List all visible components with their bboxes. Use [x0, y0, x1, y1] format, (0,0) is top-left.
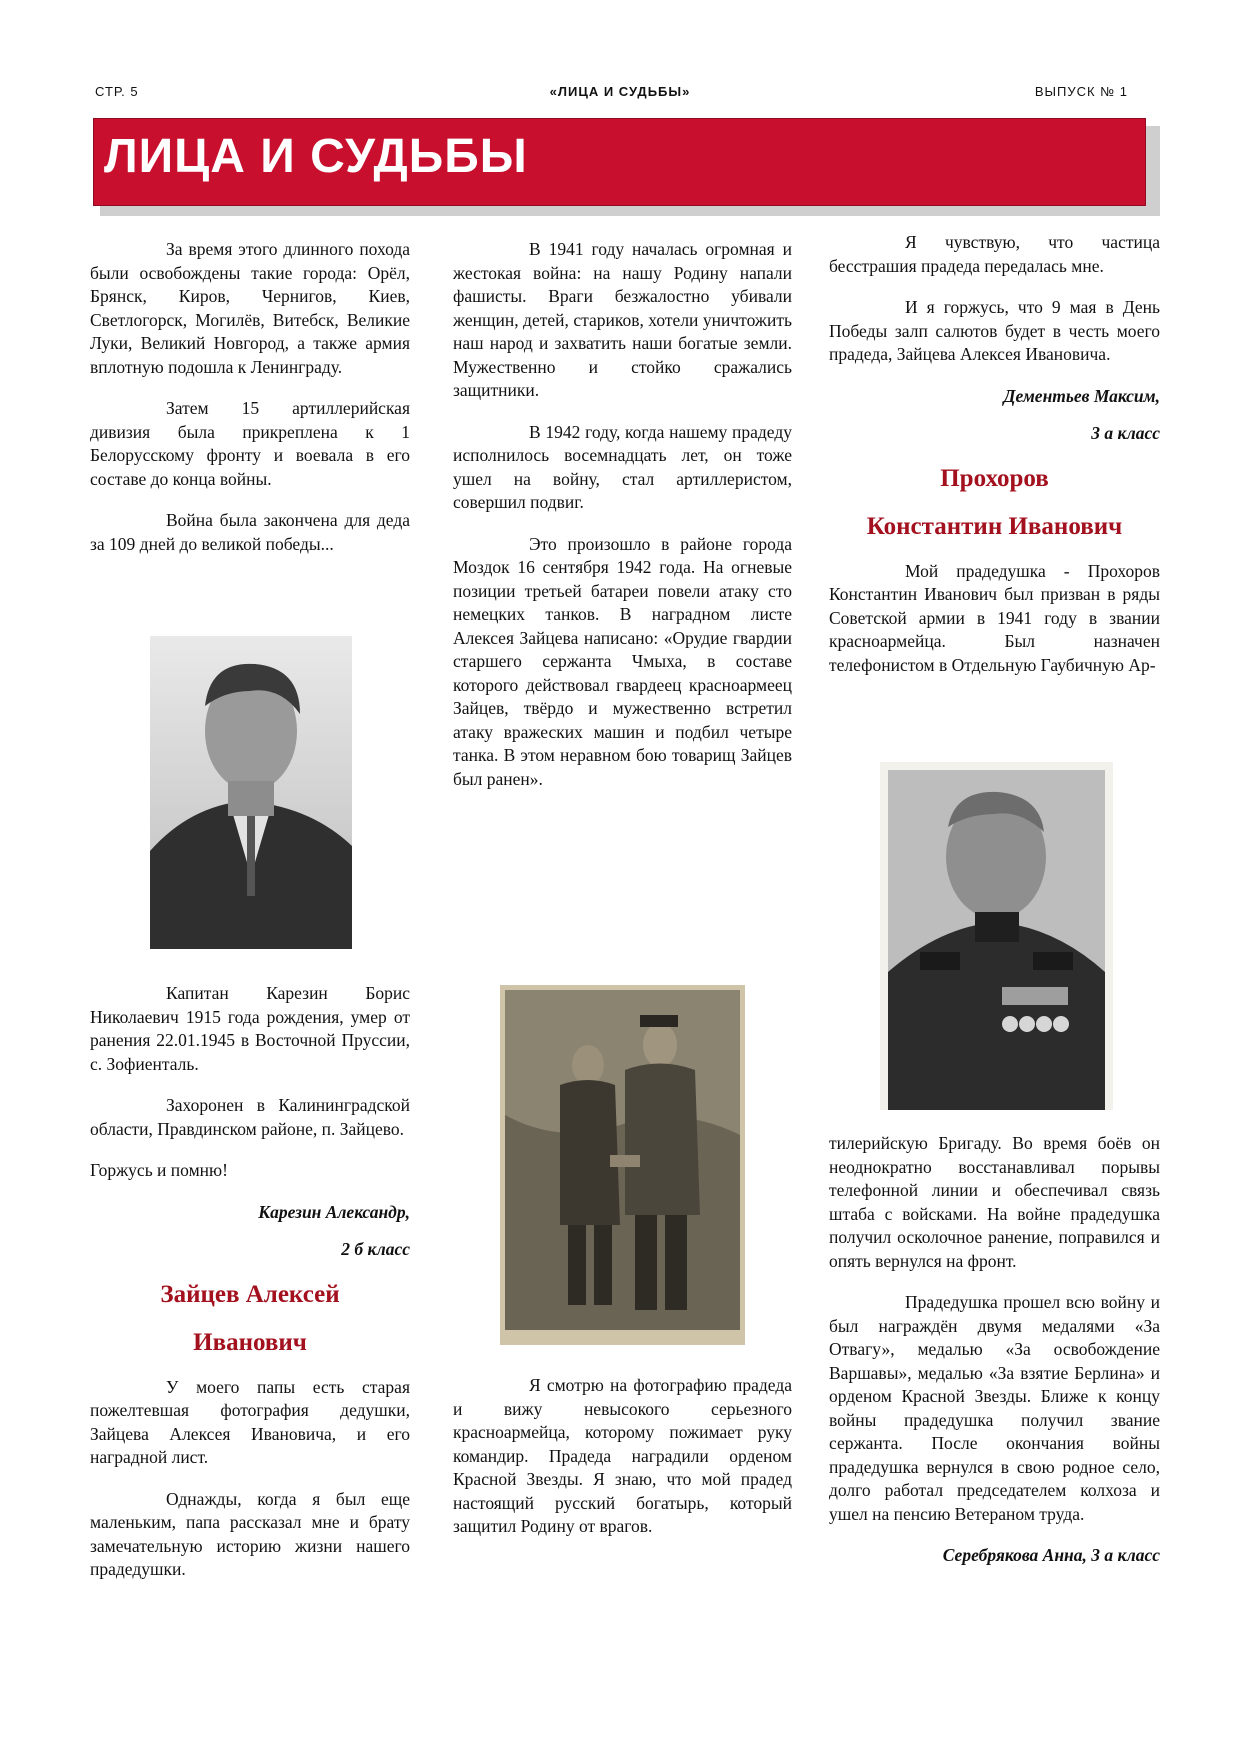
col3-paragraph-5: Прадедушка прошел всю войну и был награждён двумя медалями «За Отвагу», медалью «За освобождение Варшавы», медалью «За взятие Берлина» и орденом Красной Звезды. Ближе к концу войны прадедушка получил звание сержанта. После окончания войны прадедушка вернулся в свою родное село, долго работал председателем колхоза и ушел на пенсию Ветераном труда. [829, 1292, 1160, 1524]
col1-paragraph-8: Однажды, когда я был еще маленьким, папа рассказал мне и брату замечательную историю жизни нашего прадедушки. [90, 1488, 410, 1579]
column-2-top [453, 238, 792, 809]
column-3-top [829, 231, 1160, 695]
signature-serebryakova: Серебрякова Анна, 3 а класс [942, 1545, 1160, 1565]
running-title: «ЛИЦА И СУДЬБЫ» [549, 84, 691, 99]
col1-paragraph-4: Капитан Карезин Борис Николаевич 1915 года рождения, умер от ранения 22.01.1945 в Восточной Пруссии, с. Зофиенталь. [90, 983, 410, 1074]
masthead-title: ЛИЦА И СУДЬБЫ [104, 130, 528, 183]
signature-karezin: Карезин Александр, [258, 1201, 410, 1222]
col3-paragraph-4: тилерийскую Бригаду. Во время боёв он неоднократно восстанавливал порывы телефонной линии и обеспечивал связь штаба с войсками. На войне прадедушка получил осколочное ранение, поправился и опять вернулся на фронт. [829, 1133, 1160, 1271]
portrait-photo-prokhorov [880, 762, 1113, 1110]
col1-paragraph-6: Горжусь и помню! [90, 1160, 228, 1180]
heading-prokhorov-1: Прохоров [940, 464, 1049, 492]
col1-paragraph-1: За время этого длинного похода были освобождены такие города: Орёл, Брянск, Киров, Чернигов, Киев, Светлогорск, Могилёв, Витебск, Великие Луки, Великий Новгород, а также армия вплотную подошла к Ленинграду. [90, 239, 410, 377]
column-1-top [90, 238, 410, 574]
heading-prokhorov-2: Константин Иванович [866, 512, 1123, 540]
heading-zaitsev-1: Зайцев Алексей [160, 1280, 340, 1308]
column-1-bottom [90, 982, 410, 1600]
col2-paragraph-3: Это произошло в районе города Моздок 16 сентября 1942 года. На огневые позиции третьей батареи повели атаку сто немецких танков. В наградном листе Алексея Зайцева написано: «Орудие гвардии старшего сержанта Чмыха, в составе которого действовал гвардеец красноармеец Зайцев, твёрдо и мужественно встретил атаку вражеских машин и подбил четыре танка. В этом неравном бою товарищ Зайцев был ранен». [453, 533, 792, 789]
signature-dementiev: Дементьев Максим, [1003, 385, 1160, 406]
col2-paragraph-1: В 1941 году началась огромная и жестокая война: на нашу Родину напали фашисты. Враги безжалостно убивали женщин, детей, стариков, хотели уничтожить наш народ и захватить наши богатые земли. Мужественно и стойко сражались защитники. [453, 239, 792, 400]
portrait-photo-karezin [150, 636, 352, 949]
col2-paragraph-2: В 1942 году, когда нашему прадеду исполнилось восемнадцать лет, он тоже ушел на войну, стал артиллеристом, совершил подвиг. [453, 421, 792, 512]
col1-paragraph-3: Война была закончена для деда за 109 дней до великой победы... [90, 510, 410, 554]
masthead-banner [93, 118, 1146, 206]
page-number: СТР. 5 [95, 84, 139, 99]
col1-paragraph-5: Захоронен в Калининградской области, Правдинском районе, п. Зайцево. [90, 1095, 410, 1139]
signature-dementiev-class: 3 а класс [1091, 423, 1160, 443]
col1-paragraph-7: У моего папы есть старая пожелтевшая фотография дедушки, Зайцева Алексея Ивановича, и его наградной лист. [90, 1376, 410, 1467]
col2-paragraph-4: Я смотрю на фотографию прадеда и вижу невысокого серьезного красноармейца, которому пожимает руку командир. Прадеда наградили орденом Красной Звезды. Я знаю, что мой прадед настоящий русский богатырь, который защитил Родину от врагов. [453, 1375, 792, 1536]
col3-paragraph-3: Мой прадедушка - Прохоров Константин Иванович был призван в ряды Советской армии в 1941 году в звании красноармейца. Был назначен телефонистом в Отдельную Гаубичную Ар- [829, 560, 1160, 675]
col1-paragraph-2: Затем 15 артиллерийская дивизия была прикреплена к 1 Белорусскому фронту и воевала в его составе до конца войны. [90, 398, 410, 489]
signature-karezin-class: 2 б класс [341, 1239, 410, 1259]
issue-number: ВЫПУСК № 1 [1034, 84, 1128, 99]
column-3-bottom [829, 1132, 1160, 1582]
column-2-bottom [453, 1374, 792, 1557]
col3-paragraph-1: Я чувствую, что частица бесстрашия прадеда передалась мне. [829, 232, 1160, 276]
heading-zaitsev-2: Иванович [193, 1328, 307, 1356]
photo-soldiers-handshake [500, 985, 745, 1345]
col3-paragraph-2: И я горжусь, что 9 мая в День Победы залп салютов будет в честь моего прадеда, Зайцева Алексея Ивановича. [829, 297, 1160, 364]
